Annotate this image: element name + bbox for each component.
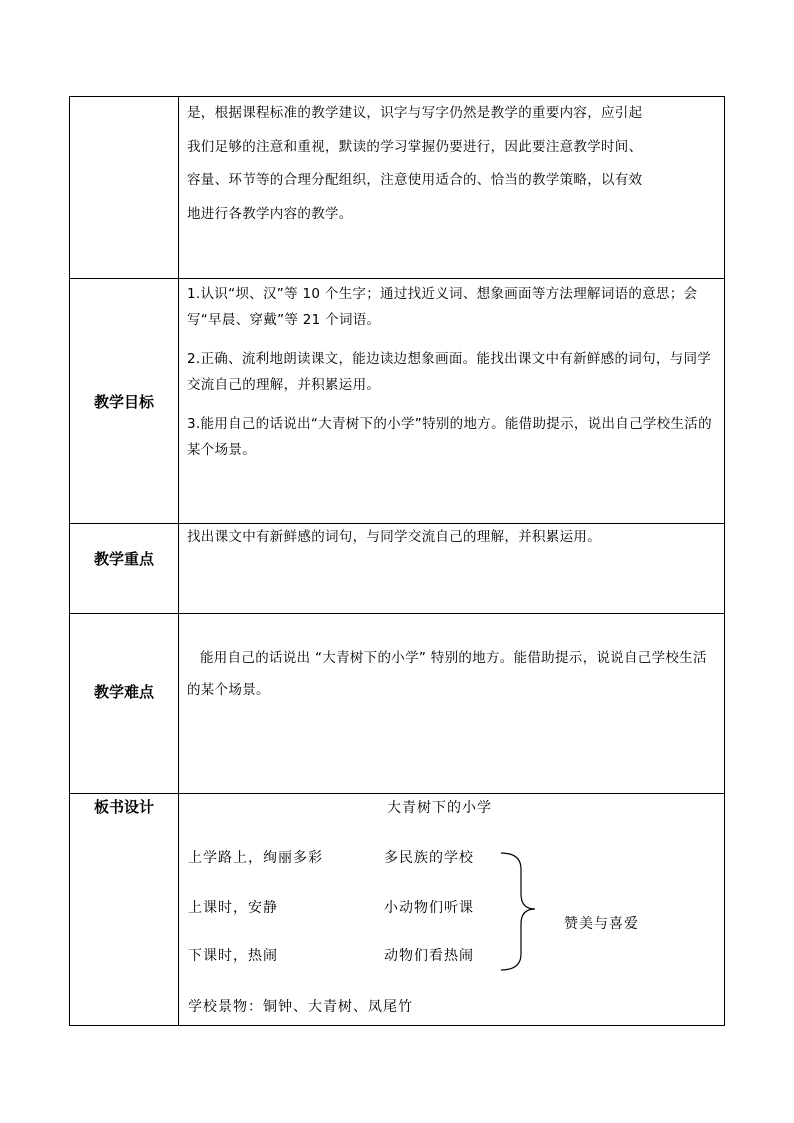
key-points-label-cell	[70, 524, 179, 614]
intro-line: 是，根据课程标准的教学建议，识字与写字仍然是教学的重要内容，应引起	[187, 105, 643, 121]
board-title: 大青树下的小学	[387, 800, 492, 816]
intro-line: 地进行各教学内容的教学。	[187, 205, 353, 222]
board-left-item: 上课时，安静	[188, 900, 278, 916]
difficulties-label-cell	[70, 614, 179, 794]
goal-item: 3.能用自己的话说出“大青树下的小学”特别的地方。能借助提示，说出自己学校生活的某个场景。	[187, 416, 712, 458]
lesson-plan-table	[69, 96, 725, 1026]
key-points-content-cell	[179, 524, 725, 614]
key-points-label: 教学重点	[93, 550, 154, 568]
goals-label: 教学目标	[93, 392, 154, 411]
board-design-content-cell	[179, 794, 725, 1026]
board-right-item: 多民族的学校	[384, 850, 474, 866]
goal-item: 2.正确、流利地朗读课文，能边读边想象画面。能找出课文中有新鲜感的词句，与同学交流自己的理解，并积累运用。	[187, 351, 712, 393]
difficulties-text: 能用自己的话说出 “大青树下的小学” 特别的地方。能借助提示，说说自己学校生活的某个场景。	[187, 650, 707, 698]
intro-line: 容量、环节等的合理分配组织，注意使用适合的、恰当的教学策略，以有效	[187, 172, 643, 188]
key-points-row	[70, 524, 725, 614]
board-design-label: 板书设计	[93, 798, 154, 816]
goals-content-cell	[179, 279, 725, 524]
goal-item: 1.认识“坝、汉”等 10 个生字；通过找近义词、想象画面等方法理解词语的意思；会写“早晨、穿戴”等 21 个词语。	[187, 286, 698, 328]
difficulties-row	[70, 614, 725, 794]
intro-row	[70, 97, 725, 279]
difficulties-label: 教学难点	[93, 683, 154, 701]
right-brace-icon	[179, 794, 725, 1024]
board-design	[179, 794, 724, 1024]
intro-content-cell	[179, 97, 725, 279]
board-left-item: 下课时，热闹	[188, 948, 278, 964]
board-design-row	[70, 794, 725, 1026]
board-summary: 赞美与喜爱	[564, 916, 639, 932]
goals-row	[70, 279, 725, 524]
board-footer: 学校景物：铜钟、大青树、凤尾竹	[188, 999, 413, 1015]
difficulties-content-cell	[179, 614, 725, 794]
board-right-item: 动物们看热闹	[384, 948, 474, 964]
key-points-text: 找出课文中有新鲜感的词句，与同学交流自己的理解，并积累运用。	[187, 529, 601, 545]
intro-label-cell	[70, 97, 179, 279]
goals-label-cell	[70, 279, 179, 524]
board-right-item: 小动物们听课	[384, 900, 474, 916]
board-design-label-cell	[70, 794, 179, 1026]
intro-line: 我们足够的注意和重视，默读的学习掌握仍要进行，因此要注意教学时间、	[187, 138, 643, 155]
board-left-item: 上学路上，绚丽多彩	[188, 850, 323, 866]
